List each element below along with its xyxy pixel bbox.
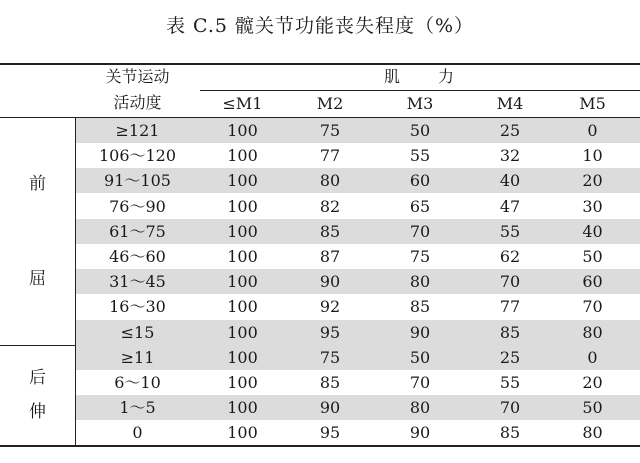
value-cell: 77 bbox=[499, 297, 521, 317]
table-title: 表 C.5 髋关节功能丧失程度（%） bbox=[165, 15, 475, 37]
table-row bbox=[0, 269, 640, 294]
value-cell: 62 bbox=[499, 247, 521, 266]
table-row bbox=[0, 143, 640, 168]
range-cell: 31～45 bbox=[109, 272, 166, 292]
value-cell: 100 bbox=[227, 297, 258, 317]
header-range-of-motion: 活动度 bbox=[113, 93, 162, 112]
value-cell: 40 bbox=[499, 171, 521, 191]
group-label-char: 屈 bbox=[29, 269, 46, 290]
group-label-char: 前 bbox=[29, 173, 46, 194]
table-row bbox=[0, 194, 640, 219]
header-muscle-strength: 肌 力 bbox=[383, 67, 456, 86]
value-cell: 0 bbox=[587, 121, 598, 140]
table-row bbox=[0, 294, 640, 319]
range-cell: 106～120 bbox=[98, 146, 177, 166]
value-cell: 90 bbox=[409, 423, 431, 443]
table-row bbox=[0, 370, 640, 395]
value-cell: 100 bbox=[227, 171, 258, 191]
value-cell: 70 bbox=[499, 398, 521, 418]
value-cell: 32 bbox=[499, 146, 521, 166]
value-cell: 55 bbox=[499, 373, 521, 392]
range-cell: ≤15 bbox=[120, 322, 155, 342]
value-cell: 80 bbox=[582, 322, 603, 342]
value-cell: 92 bbox=[319, 297, 341, 317]
value-cell: 50 bbox=[582, 398, 603, 418]
table-row bbox=[0, 345, 640, 370]
group-label-char: 伸 bbox=[29, 402, 46, 422]
group-divider bbox=[75, 118, 76, 345]
value-cell: 20 bbox=[582, 373, 603, 392]
value-cell: 80 bbox=[409, 398, 431, 418]
table-row bbox=[0, 320, 640, 345]
value-cell: 100 bbox=[227, 196, 258, 216]
range-cell: ≥121 bbox=[115, 121, 160, 140]
value-cell: 10 bbox=[582, 146, 603, 166]
table-row bbox=[0, 219, 640, 244]
value-cell: 70 bbox=[409, 373, 431, 392]
value-cell: 100 bbox=[227, 322, 258, 342]
value-cell: 100 bbox=[227, 423, 258, 443]
header-joint-motion: 关节运动 bbox=[105, 67, 170, 86]
value-cell: 80 bbox=[582, 423, 603, 443]
range-cell: 46～60 bbox=[109, 247, 166, 266]
value-cell: 25 bbox=[499, 347, 521, 367]
value-cell: 75 bbox=[319, 347, 341, 367]
value-cell: 90 bbox=[319, 272, 341, 292]
table-row bbox=[0, 244, 640, 269]
header-m4: M4 bbox=[496, 94, 524, 113]
value-cell: 25 bbox=[499, 121, 521, 140]
value-cell: 100 bbox=[227, 347, 258, 367]
value-cell: 75 bbox=[319, 121, 341, 140]
value-cell: 90 bbox=[409, 322, 431, 342]
range-cell: 1～5 bbox=[119, 398, 156, 418]
value-cell: 50 bbox=[582, 247, 603, 266]
value-cell: 95 bbox=[319, 423, 341, 443]
table-bottom-rule bbox=[0, 445, 640, 447]
range-cell: 61～75 bbox=[109, 221, 166, 241]
value-cell: 30 bbox=[582, 196, 603, 216]
header-m1: ≤M1 bbox=[222, 94, 263, 113]
header-group-rule bbox=[200, 90, 640, 91]
table-row bbox=[0, 395, 640, 420]
value-cell: 55 bbox=[409, 146, 431, 166]
header-m3: M3 bbox=[406, 94, 434, 113]
value-cell: 20 bbox=[582, 171, 603, 191]
value-cell: 85 bbox=[319, 373, 341, 392]
value-cell: 85 bbox=[319, 221, 341, 241]
value-cell: 100 bbox=[227, 398, 258, 418]
value-cell: 100 bbox=[227, 221, 258, 241]
value-cell: 47 bbox=[499, 196, 521, 216]
value-cell: 77 bbox=[319, 146, 341, 166]
value-cell: 85 bbox=[499, 423, 521, 443]
value-cell: 55 bbox=[499, 221, 521, 241]
value-cell: 80 bbox=[409, 272, 431, 292]
value-cell: 85 bbox=[409, 297, 431, 317]
value-cell: 90 bbox=[319, 398, 341, 418]
range-cell: 16～30 bbox=[109, 297, 166, 317]
table-row bbox=[0, 118, 640, 143]
range-cell: 0 bbox=[132, 423, 143, 443]
table-row bbox=[0, 168, 640, 193]
value-cell: 70 bbox=[582, 297, 603, 317]
value-cell: 75 bbox=[409, 247, 431, 266]
header-m2: M2 bbox=[316, 94, 344, 113]
value-cell: 0 bbox=[587, 347, 598, 367]
value-cell: 100 bbox=[227, 146, 258, 166]
header-m5: M5 bbox=[579, 94, 606, 113]
value-cell: 70 bbox=[409, 221, 431, 241]
value-cell: 100 bbox=[227, 247, 258, 266]
value-cell: 70 bbox=[499, 272, 521, 292]
value-cell: 82 bbox=[319, 196, 341, 216]
value-cell: 50 bbox=[409, 121, 431, 140]
value-cell: 50 bbox=[409, 347, 431, 367]
value-cell: 87 bbox=[319, 247, 341, 266]
value-cell: 85 bbox=[499, 322, 521, 342]
value-cell: 100 bbox=[227, 121, 258, 140]
group-divider bbox=[75, 345, 76, 446]
value-cell: 100 bbox=[227, 373, 258, 392]
group-label-char: 后 bbox=[29, 368, 46, 389]
table-row bbox=[0, 420, 640, 445]
value-cell: 60 bbox=[409, 171, 431, 191]
value-cell: 65 bbox=[409, 196, 431, 216]
value-cell: 95 bbox=[319, 322, 341, 342]
range-cell: 76～90 bbox=[109, 196, 166, 216]
value-cell: 60 bbox=[582, 272, 603, 292]
value-cell: 40 bbox=[582, 221, 603, 241]
range-cell: 6～10 bbox=[114, 373, 161, 392]
value-cell: 100 bbox=[227, 272, 258, 292]
range-cell: ≥11 bbox=[120, 347, 155, 367]
range-cell: 91～105 bbox=[104, 171, 171, 191]
value-cell: 80 bbox=[319, 171, 341, 191]
